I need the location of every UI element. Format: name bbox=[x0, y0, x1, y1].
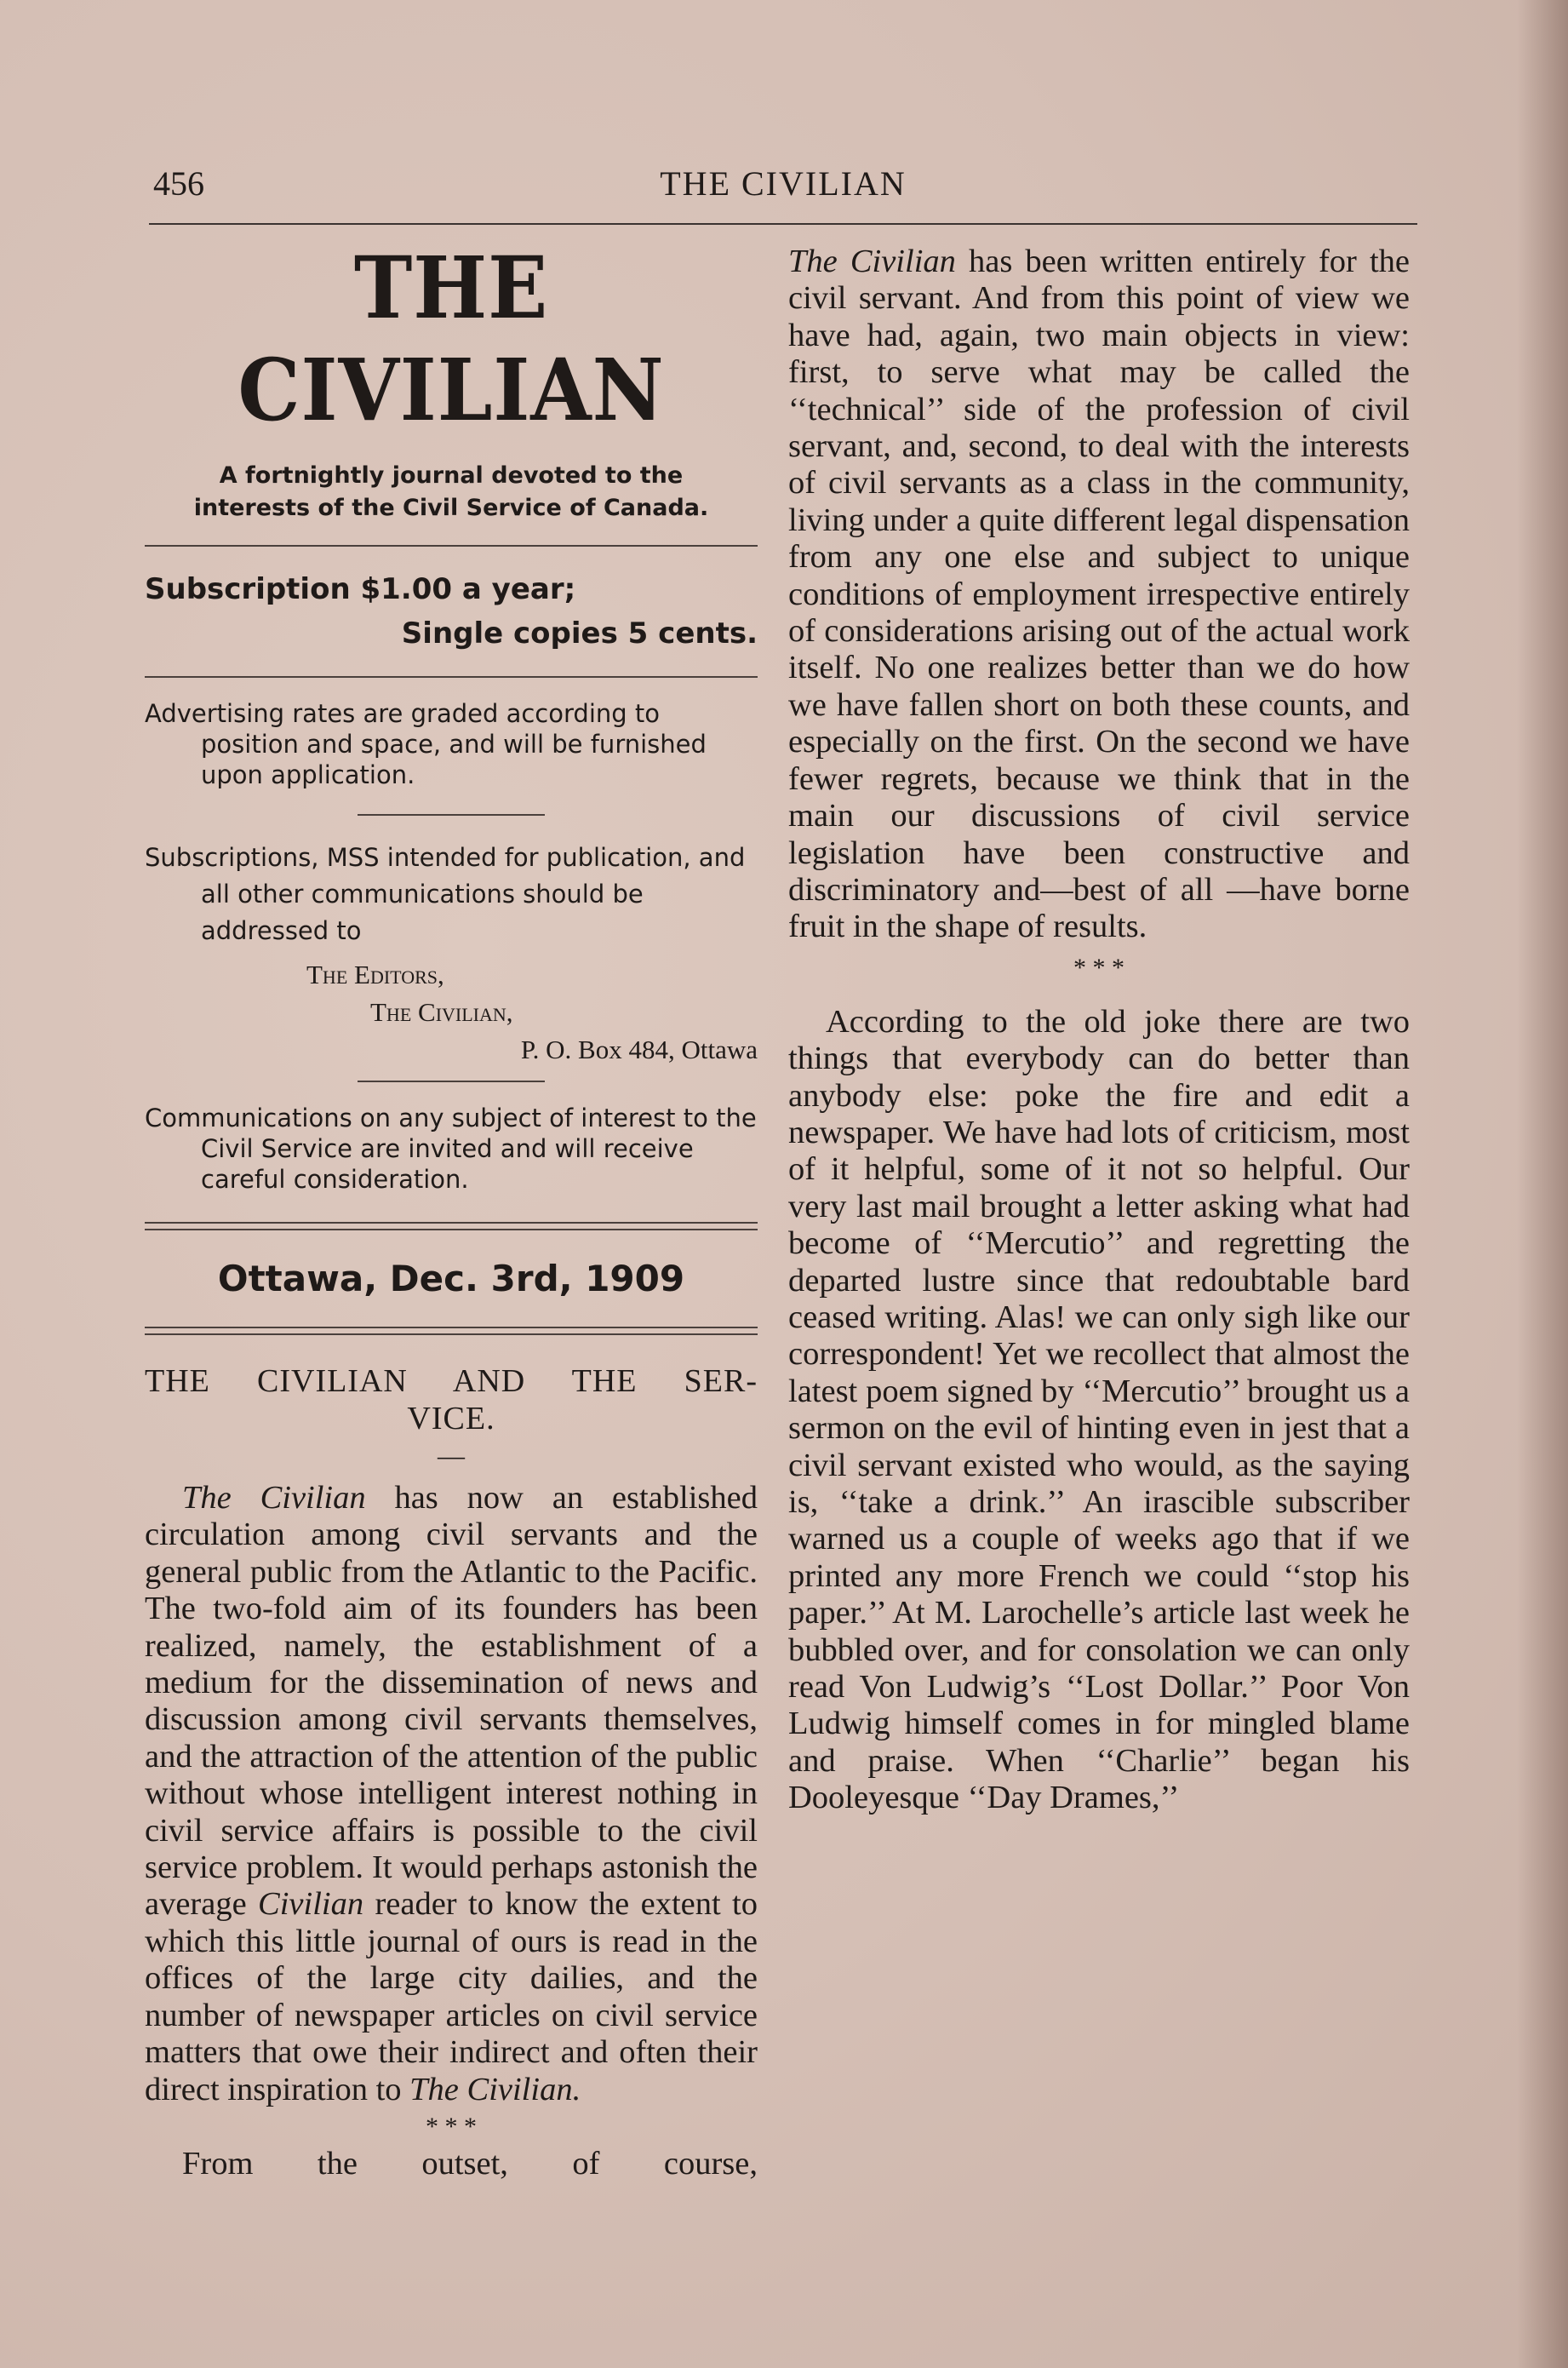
masthead-title: THE CIVILIAN bbox=[237, 238, 665, 440]
running-head bbox=[153, 163, 1413, 206]
section-stars: * * * bbox=[1073, 953, 1124, 982]
italic-title: The Civilian bbox=[788, 244, 956, 279]
masthead-tagline: A fortnightly journal devoted to the interests of the Civil Service of Canada. bbox=[193, 462, 709, 521]
article-title bbox=[145, 1362, 758, 1437]
article-paragraph-3: According to the old joke there are two things that everybody can do better than anybody else: poke the fire and edit a newspaper. We have had lots of criticism, most of it helpful, some of it not so helpful. Our very last mail brought a letter asking what had become of ‘‘Mercutio’’ and regretting the departed lustre since that redoubtable bard ceased writing. Alas! we can only sigh like our correspondent! Yet we recollect that almost the latest poem signed by ‘‘Mercutio’’ brought us a sermon on the evil of hinting even in jest that a civil servant existed who would, as the saying is, ‘‘take a drink.’’ An irascible subscriber warned us a couple of weeks ago that if we printed any more French we could ‘‘stop his paper.’’ At M. Larochelle’s article last week he bubbled over, and for consolation we can only read Von Ludwig’s ‘‘Lost Dollar.’’ Poor Von Ludwig himself comes in for mingled blame and praise. When ‘‘Charlie’’ began his Dooleyesque ‘‘Day Drames,’’ bbox=[788, 1003, 1410, 1816]
article-title-line-2: VICE. bbox=[407, 1401, 495, 1436]
article-title-line-1: THE CIVILIAN AND THE SER- bbox=[145, 1363, 758, 1399]
subscriptions-note: Subscriptions, MSS intended for publication, and all other communications should be addressed to bbox=[145, 843, 746, 945]
running-title: THE CIVILIAN bbox=[660, 164, 907, 203]
article-paragraph-2-start: From the outset, of course, bbox=[182, 2145, 758, 2182]
right-column bbox=[788, 244, 1410, 1817]
single-copy-price: Single copies 5 cents. bbox=[401, 616, 758, 651]
short-divider bbox=[358, 1081, 545, 1082]
divider bbox=[145, 676, 758, 678]
address-line-editors: The Editors, bbox=[306, 960, 444, 989]
header-rule bbox=[149, 223, 1417, 225]
editor-address bbox=[145, 956, 758, 1069]
italic-title: The Civilian bbox=[182, 1480, 366, 1516]
divider bbox=[145, 545, 758, 547]
italic-title: The Civilian. bbox=[409, 2071, 581, 2107]
advertising-note: Advertising rates are graded according to position and space, and will be furnished upon application. bbox=[145, 699, 707, 789]
address-line-box: P. O. Box 484, Ottawa bbox=[520, 1035, 758, 1064]
issue-date: Ottawa, Dec. 3rd, 1909 bbox=[217, 1258, 685, 1299]
section-stars: * * * bbox=[426, 2112, 477, 2141]
paragraph-text: has been written entirely for the civil servant. And from this point of view we have had, again, two main objects in view: first, to serve what may be called the ‘‘technical’’ side of the profession of civil servant, and, second, to deal with the interests of civil servants as a class in the community, living under a quite different legal dispensation from any one else and subject to unique conditions of employment irrespective entirely of considerations arising out of the actual work itself. No one realizes better than we do how we have fallen short on both these counts, and especially on the first. On the second we have fewer regrets, because we think that in the main our discussions of civil service legislation have been constructive and discriminatory and—best of all —have borne fruit in the shape of results. bbox=[788, 244, 1411, 945]
short-divider bbox=[358, 814, 545, 816]
left-column bbox=[145, 230, 758, 2182]
communications-note: Communications on any subject of interest to the Civil Service are invited and will receive careful consideration. bbox=[145, 1104, 757, 1194]
article-paragraph-2 bbox=[788, 244, 1410, 946]
address-line-civilian: The Civilian, bbox=[370, 997, 513, 1027]
page-number: 456 bbox=[153, 164, 204, 203]
subscription-price: Subscription $1.00 a year; bbox=[145, 572, 576, 606]
page-edge-shadow bbox=[1517, 0, 1568, 2368]
double-divider bbox=[145, 1327, 758, 1335]
paragraph-text: reader to know the extent to which this little journal of ours is read in the offices of the large city dailies, and the number of newspaper articles on civil service matters that owe their indirect and often their direct inspiration to bbox=[145, 1886, 758, 2107]
article-paragraph-1 bbox=[145, 1480, 758, 2108]
double-divider bbox=[145, 1222, 758, 1230]
italic-title: Civilian bbox=[258, 1886, 364, 1923]
paragraph-text: has now an established circulation among civil servants and the general public from the Atlantic to the Pacific. The two-fold aim of its founders has been realized, namely, the establishment of a medium for the dissemination of news and discussion among civil servants themselves, and the attraction of the attention of the public without whose intelligent interest nothing in civil service affairs is possible to the civil service problem. It would perhaps astonish the average bbox=[145, 1480, 758, 1923]
title-dash: — bbox=[438, 1440, 465, 1471]
